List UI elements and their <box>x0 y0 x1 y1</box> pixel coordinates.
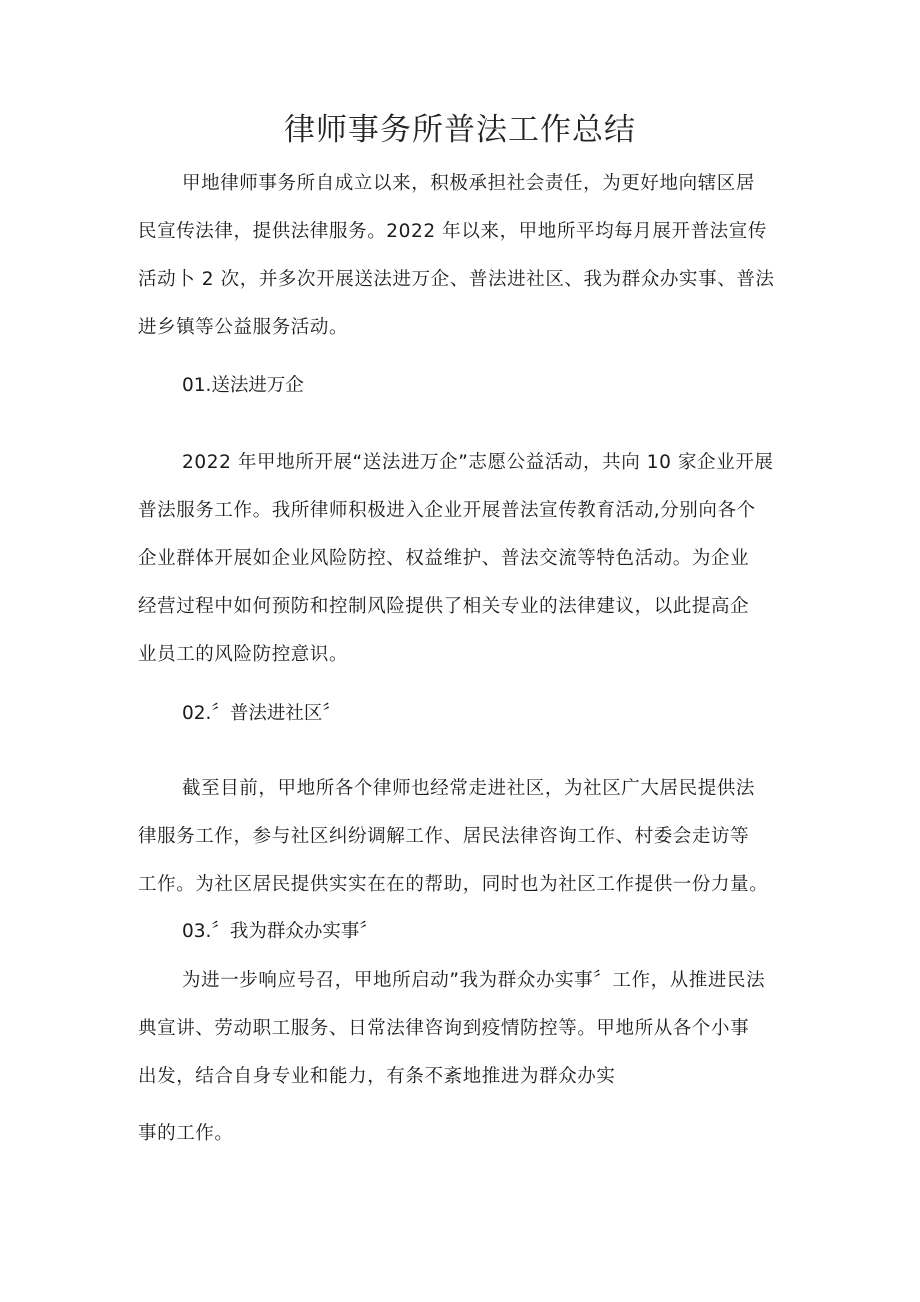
section3-tail <box>138 1110 798 1158</box>
section1-line-4: 经营过程中如何预防和控制风险提供了相关专业的法律建议，以此提高企 <box>138 596 750 617</box>
section2-line-1: 截至目前，甲地所各个律师也经常走进社区，为社区广大居民提供法 <box>182 778 756 799</box>
intro-paragraph <box>138 160 798 352</box>
section1-heading: 01.送法进万企 <box>182 375 304 396</box>
section2-line-2: 律服务工作，参与社区纠纷调解工作、居民法律咨询工作、村委会走访等 <box>138 826 750 847</box>
section3-tail-line: 事的工作。 <box>138 1123 234 1144</box>
section1-line-5: 业员工的风险防控意识。 <box>138 644 349 665</box>
section3-heading: 03.〞我为群众办实事〞 <box>182 921 378 942</box>
section1-paragraph <box>138 439 798 679</box>
intro-line-4: 进乡镇等公益服务活动。 <box>138 317 349 338</box>
section1-line-1: 2022 年甲地所开展“送法进万企”志愿公益活动，共向 10 家企业开展 <box>182 452 774 473</box>
section3-paragraph <box>138 957 798 1101</box>
section3-line-3: 出发，结合自身专业和能力，有条不紊地推进为群众办实 <box>138 1066 616 1087</box>
section2-paragraph <box>138 765 798 909</box>
section3-line-2: 典宣讲、劳动职工服务、日常法律咨询到疫情防控等。甲地所从各个小事 <box>138 1018 750 1039</box>
section3-line-1: 为进一步响应号召，甲地所启动”我为群众办实事〞工作，从推进民法 <box>182 970 766 991</box>
section1-line-3: 企业群体开展如企业风险防控、权益维护、普法交流等特色活动。为企业 <box>138 548 750 569</box>
section2-line-3: 工作。为社区居民提供实实在在的帮助，同时也为社区工作提供一份力量。 <box>138 874 769 895</box>
intro-line-3: 活动卜 2 次，并多次开展送法进万企、普法进社区、我为群众办实事、普法 <box>138 269 775 290</box>
intro-line-1: 甲地律师事务所自成立以来，积极承担社会责任，为更好地向辖区居 <box>182 173 756 194</box>
document-title: 律师事务所普法工作总结 <box>284 112 636 148</box>
intro-line-2: 民宣传法律，提供法律服务。2022 年以来，甲地所平均每月展开普法宣传 <box>138 221 767 242</box>
section2-heading: 02.〞普法进社区〞 <box>182 703 341 724</box>
section1-line-2: 普法服务工作。我所律师积极进入企业开展普法宣传教育活动,分别向各个 <box>138 500 756 521</box>
